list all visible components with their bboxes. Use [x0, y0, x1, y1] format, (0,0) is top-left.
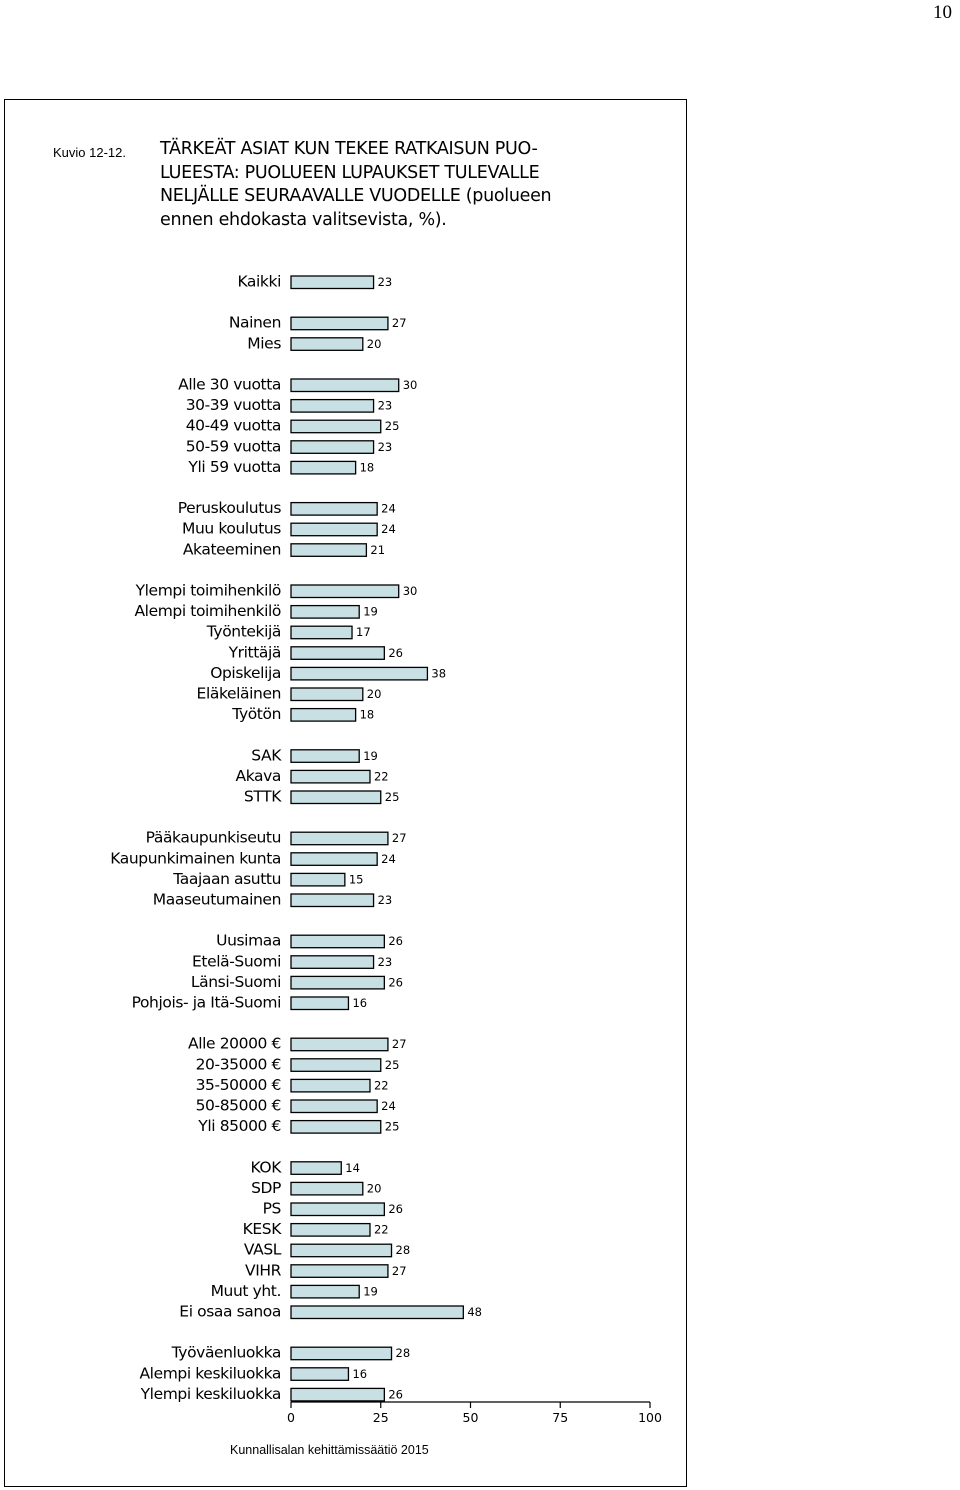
bar-value-label: 25 [384, 1057, 400, 1072]
bar [291, 667, 427, 680]
bar [291, 935, 384, 948]
bar [291, 1182, 363, 1195]
bar [291, 544, 366, 557]
category-label: 50-59 vuotta [185, 437, 281, 456]
x-tick-label: 25 [372, 1410, 389, 1425]
bar-value-label: 20 [366, 1181, 382, 1196]
bar-value-label: 27 [391, 1263, 407, 1278]
category-label: Maaseutumainen [152, 890, 281, 909]
bar-value-label: 25 [384, 1119, 400, 1134]
bar [291, 1100, 377, 1113]
bar [291, 1203, 384, 1216]
bar [291, 1368, 348, 1381]
category-label: Ylempi keskiluokka [140, 1384, 281, 1403]
bar [291, 791, 381, 804]
category-label: Työntekijä [206, 622, 281, 641]
category-label: Pohjois- ja Itä-Suomi [131, 993, 281, 1012]
bar [291, 1265, 388, 1278]
bar-value-label: 24 [381, 851, 396, 866]
bar [291, 585, 399, 598]
bar [291, 317, 388, 330]
bar [291, 1244, 392, 1257]
bar-value-label: 26 [388, 645, 403, 660]
category-label: Yrittäjä [228, 643, 281, 662]
bar [291, 606, 359, 619]
bar-value-label: 18 [359, 707, 375, 722]
source-note: Kunnallisalan kehittämissäätiö 2015 [230, 1443, 429, 1457]
bar [291, 873, 345, 886]
bar [291, 1347, 392, 1360]
category-label: Mies [247, 334, 281, 353]
bar [291, 976, 384, 989]
bar-value-label: 16 [352, 996, 368, 1010]
bar [291, 647, 384, 660]
x-tick-label: 0 [287, 1410, 295, 1425]
x-tick-label: 75 [552, 1410, 569, 1425]
bar [291, 1059, 381, 1072]
category-label: Uusimaa [216, 931, 281, 950]
chart-title-line-1: TÄRKEÄT ASIAT KUN TEKEE RATKAISUN PUO- [160, 139, 538, 159]
bar-value-label: 25 [384, 790, 400, 804]
bar [291, 420, 381, 433]
bar-value-label: 24 [381, 522, 396, 537]
category-label: Nainen [228, 313, 281, 332]
bar [291, 709, 356, 722]
bar-value-label: 30 [402, 378, 418, 392]
bar-value-label: 16 [352, 1366, 368, 1381]
bar-value-label: 25 [384, 419, 400, 434]
bar-value-label: 27 [391, 831, 407, 846]
bar [291, 626, 352, 639]
bar [291, 1306, 463, 1319]
category-label: VASL [243, 1240, 281, 1259]
bar-value-label: 27 [391, 316, 407, 331]
bar [291, 1224, 370, 1237]
bar-value-label: 15 [348, 872, 364, 887]
bar [291, 503, 377, 515]
category-label: 50-85000 € [195, 1096, 281, 1115]
chart-title-line-3: NELJÄLLE SEURAAVALLE VUODELLE (puolueen [160, 186, 552, 206]
category-label: Peruskoulutus [177, 499, 281, 518]
page-number: 10 [933, 2, 952, 23]
category-label: Yli 59 vuotta [188, 457, 281, 476]
category-label: Alempi toimihenkilö [134, 602, 281, 621]
bar-value-label: 28 [395, 1243, 411, 1258]
bar-value-label: 20 [366, 687, 382, 701]
category-label: Akava [235, 766, 281, 785]
bar [291, 400, 374, 413]
bar [291, 750, 359, 763]
bar [291, 441, 374, 454]
category-label: 30-39 vuotta [185, 396, 281, 415]
bar-value-label: 22 [373, 769, 389, 784]
bar-value-label: 21 [370, 542, 386, 557]
category-label: SDP [251, 1178, 281, 1197]
bar-value-label: 28 [395, 1346, 411, 1361]
category-label: SAK [251, 746, 281, 765]
category-label: Länsi-Suomi [190, 972, 281, 991]
category-label: Muu koulutus [182, 519, 281, 538]
bar-value-label: 26 [388, 1387, 403, 1402]
bar [291, 1038, 388, 1051]
bar-value-label: 38 [431, 666, 447, 681]
category-label: 35-50000 € [195, 1075, 281, 1094]
bar-value-label: 23 [377, 954, 393, 969]
bar-value-label: 24 [381, 1099, 396, 1113]
bar [291, 997, 348, 1010]
category-label: Akateeminen [182, 540, 281, 559]
category-label: KESK [242, 1220, 281, 1239]
bar-value-label: 20 [366, 336, 382, 351]
bar-value-label: 48 [467, 1305, 482, 1319]
bar [291, 1079, 370, 1092]
bar-value-label: 19 [363, 748, 378, 763]
category-label: Yli 85000 € [198, 1117, 281, 1136]
bar-value-label: 22 [373, 1222, 389, 1237]
category-label: Pääkaupunkiseutu [145, 828, 281, 847]
bar-value-label: 19 [363, 1284, 378, 1299]
bar [291, 894, 374, 907]
bar-value-label: 18 [359, 460, 375, 475]
bar-value-label: 23 [377, 275, 393, 289]
bar-value-label: 24 [381, 501, 396, 516]
bar [291, 1162, 341, 1175]
chart-title-line-2: LUEESTA: PUOLUEEN LUPAUKSET TULEVALLE [160, 163, 540, 183]
category-label: Työväenluokka [171, 1343, 281, 1362]
bar-value-label: 23 [377, 893, 393, 907]
bar-value-label: 14 [345, 1160, 360, 1175]
bar-value-label: 23 [377, 398, 393, 413]
bar-value-label: 17 [356, 625, 371, 640]
bar [291, 770, 370, 783]
category-label: Työtön [232, 705, 281, 724]
bar-value-label: 26 [388, 934, 403, 949]
category-label: Taajaan asuttu [173, 869, 281, 888]
bar-value-label: 22 [373, 1078, 389, 1093]
bar-value-label: 30 [402, 584, 418, 598]
category-label: PS [262, 1199, 281, 1218]
bar [291, 523, 377, 536]
figure-label: Kuvio 12-12. [53, 145, 126, 160]
bar-value-label: 23 [377, 439, 393, 454]
bar [291, 853, 377, 866]
x-tick-label: 100 [638, 1410, 662, 1425]
bar [291, 338, 363, 351]
bar [291, 379, 399, 392]
category-label: Ylempi toimihenkilö [135, 581, 281, 600]
bar-value-label: 26 [388, 975, 403, 990]
bar [291, 1121, 381, 1134]
category-label: KOK [250, 1158, 281, 1177]
category-label: Kaikki [237, 272, 281, 291]
bar [291, 956, 374, 969]
category-label: Opiskelija [210, 663, 281, 682]
bar-value-label: 19 [363, 604, 378, 619]
bar [291, 832, 388, 845]
bar [291, 276, 374, 289]
category-label: Alle 20000 € [188, 1034, 281, 1053]
category-label: Eläkeläinen [196, 684, 281, 703]
bar [291, 461, 356, 474]
category-label: Alle 30 vuotta [178, 375, 281, 394]
category-label: STTK [243, 787, 281, 806]
category-label: Kaupunkimainen kunta [110, 849, 281, 868]
bar-value-label: 26 [388, 1202, 403, 1216]
bar [291, 688, 363, 701]
x-tick-label: 50 [462, 1410, 479, 1425]
bar [291, 1388, 384, 1401]
category-label: 20-35000 € [195, 1055, 281, 1074]
category-label: Ei osaa sanoa [179, 1302, 281, 1321]
category-label: Muut yht. [210, 1281, 281, 1300]
category-label: Alempi keskiluokka [139, 1364, 281, 1383]
category-label: VIHR [245, 1261, 281, 1280]
bar [291, 1285, 359, 1298]
category-label: 40-49 vuotta [185, 416, 281, 435]
category-label: Etelä-Suomi [192, 952, 281, 971]
chart-title-line-4: ennen ehdokasta valitsevista, %). [160, 210, 447, 230]
bar-value-label: 27 [391, 1037, 407, 1052]
